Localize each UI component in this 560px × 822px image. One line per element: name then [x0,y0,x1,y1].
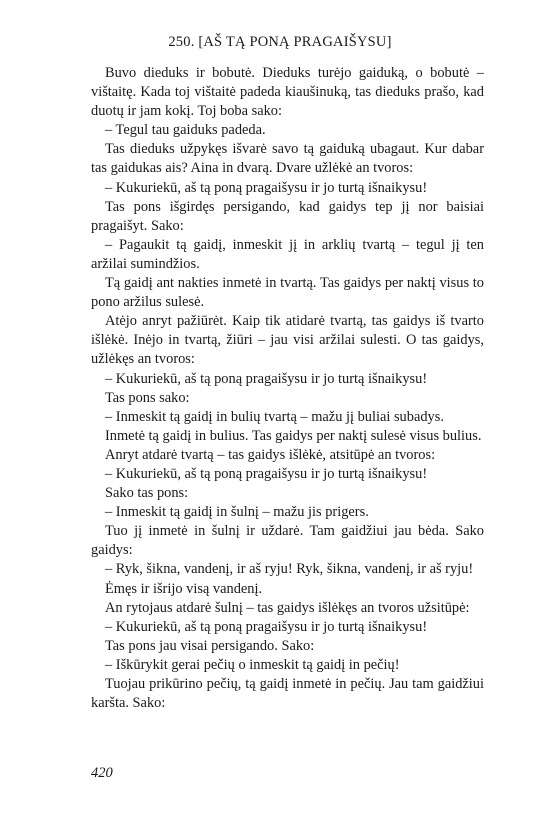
paragraph: Ėmęs ir išrijo visą vandenį. [105,580,263,597]
paragraph: Atėjo anryt pažiūrėt. Kaip tik atidarė tvartą, tas gaidys iš tvarto išlėkė. Inėjo in tvartą, žiūri – jau visi aržilai sulesti. O tas gaidys, užlėkęs an tvoros: [91,313,484,368]
paragraph: Tuojau prikūrino pečių, tą gaidį inmetė in pečių. Jau tam gaidžiui karšta. Sako: [91,676,484,712]
paragraph: – Kukuriekū, aš tą poną pragaišysu ir jo turtą išnaikysu! [105,465,428,482]
paragraph: – Kukuriekū, aš tą poną pragaišysu ir jo turtą išnaikysu! [105,370,428,387]
paragraph: – Pagaukit tą gaidį, inmeskit jį in arklių tvartą – tegul jį ten aržilai sumindžios. [91,236,484,272]
paragraph: Inmetė tą gaidį in bulius. Tas gaidys per naktį sulesė visus bulius. [105,427,482,444]
page-number: 420 [91,765,113,781]
paragraph: – Kukuriekū, aš tą poną pragaišysu ir jo turtą išnaikysu! [105,179,428,196]
paragraph: An rytojaus atdarė šulnį – tas gaidys išlėkęs an tvoros užsitūpė: [105,599,470,616]
paragraph: – Inmeskit tą gaidį in bulių tvartą – mažu jį buliai subadys. [105,408,444,425]
paragraph: Tas pons sako: [105,389,190,406]
paragraph: – Ryk, šikna, vandenį, ir aš ryju! Ryk, šikna, vandenį, ir aš ryju! [105,561,474,578]
paragraph: – Inmeskit tą gaidį in šulnį – mažu jis prigers. [105,504,369,521]
body-text [91,64,484,713]
paragraph: Tas dieduks užpykęs išvarė savo tą gaiduką ubagaut. Kur dabar tas gaidukas ais? Aina in dvarą. Dvare užlėkė an tvoros: [91,141,484,177]
paragraph: – Tegul tau gaiduks padeda. [105,122,266,139]
paragraph: Tuo jį inmetė in šulnį ir uždarė. Tam gaidžiui jau bėda. Sako gaidys: [91,523,484,559]
paragraph: Tas pons jau visai persigando. Sako: [105,637,315,654]
paragraph: Sako tas pons: [105,485,189,502]
paragraph: Tas pons išgirdęs persigando, kad gaidys tep jį nor baisiai pragaišyt. Sako: [91,198,484,234]
page-title: 250. [AŠ TĄ PONĄ PRAGAIŠYSU] [168,34,392,50]
paragraph: – Iškūrykit gerai pečių o inmeskit tą gaidį in pečių! [105,656,400,673]
paragraph: Anryt atdarė tvartą – tas gaidys išlėkė, atsitūpė an tvoros: [105,446,436,463]
paragraph: Tą gaidį ant nakties inmetė in tvartą. Tas gaidys per naktį visus to pono aržilus sulesė. [91,275,484,311]
paragraph: – Kukuriekū, aš tą poną pragaišysu ir jo turtą išnaikysu! [105,618,428,635]
paragraph: Buvo dieduks ir bobutė. Dieduks turėjo gaiduką, o bobutė – vištaitę. Kada toj vištaitė padeda kiaušinuką, tas dieduks prašo, kad duotų ir jam kokį. Toj boba sako: [91,65,484,120]
